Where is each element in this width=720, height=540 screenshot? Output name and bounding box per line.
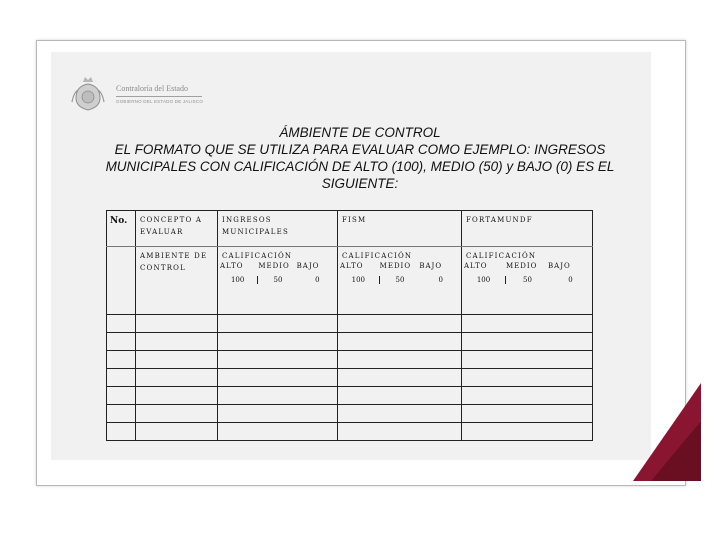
cell-fism-calificacion: CALIFICACIÓN ALTO MEDIO BAJO 100 50 0 bbox=[338, 247, 462, 315]
table-header-row bbox=[107, 211, 593, 247]
header-fism: FISM bbox=[338, 211, 462, 247]
header-logo bbox=[68, 74, 208, 114]
state-seal-icon bbox=[68, 74, 108, 114]
table-row bbox=[107, 315, 593, 333]
table-row bbox=[107, 405, 593, 423]
table-row bbox=[107, 369, 593, 387]
org-subtitle: GOBIERNO DEL ESTADO DE JALISCO bbox=[116, 99, 204, 104]
cell-fortamundf-calificacion: CALIFICACIÓN ALTO MEDIO BAJO 100 50 0 bbox=[462, 247, 593, 315]
cell-no-empty bbox=[107, 247, 136, 315]
header-concepto: CONCEPTO A EVALUAR bbox=[136, 211, 218, 247]
heading-line-3: MUNICIPALES CON CALIFICACIÓN DE ALTO (100), MEDIO (50) y BAJO (0) ES EL bbox=[105, 159, 615, 174]
table-row bbox=[107, 351, 593, 369]
heading-line-1: ÁMBIENTE DE CONTROL bbox=[279, 125, 441, 140]
header-no: No. bbox=[107, 211, 136, 247]
org-name: Contraloría del Estado bbox=[116, 84, 188, 93]
cell-ambiente: AMBIENTE DE CONTROL bbox=[136, 247, 218, 315]
table-row bbox=[107, 333, 593, 351]
heading-line-2: EL FORMATO QUE SE UTILIZA PARA EVALUAR COMO EJEMPLO: INGRESOS bbox=[114, 142, 606, 157]
table-row bbox=[107, 423, 593, 441]
logo-divider bbox=[116, 96, 202, 97]
heading-line-4: SIGUIENTE: bbox=[321, 176, 399, 191]
header-ingresos: INGRESOS MUNICIPALES bbox=[218, 211, 338, 247]
table-row bbox=[107, 387, 593, 405]
header-fortamundf: FORTAMUNDF bbox=[462, 211, 593, 247]
cell-ingresos-calificacion: CALIFICACIÓN ALTO MEDIO BAJO 100 50 0 bbox=[218, 247, 338, 315]
evaluation-table bbox=[106, 210, 593, 441]
corner-accent-shade bbox=[651, 421, 701, 481]
page-heading bbox=[80, 124, 640, 192]
table-row-ambiente bbox=[107, 247, 593, 315]
